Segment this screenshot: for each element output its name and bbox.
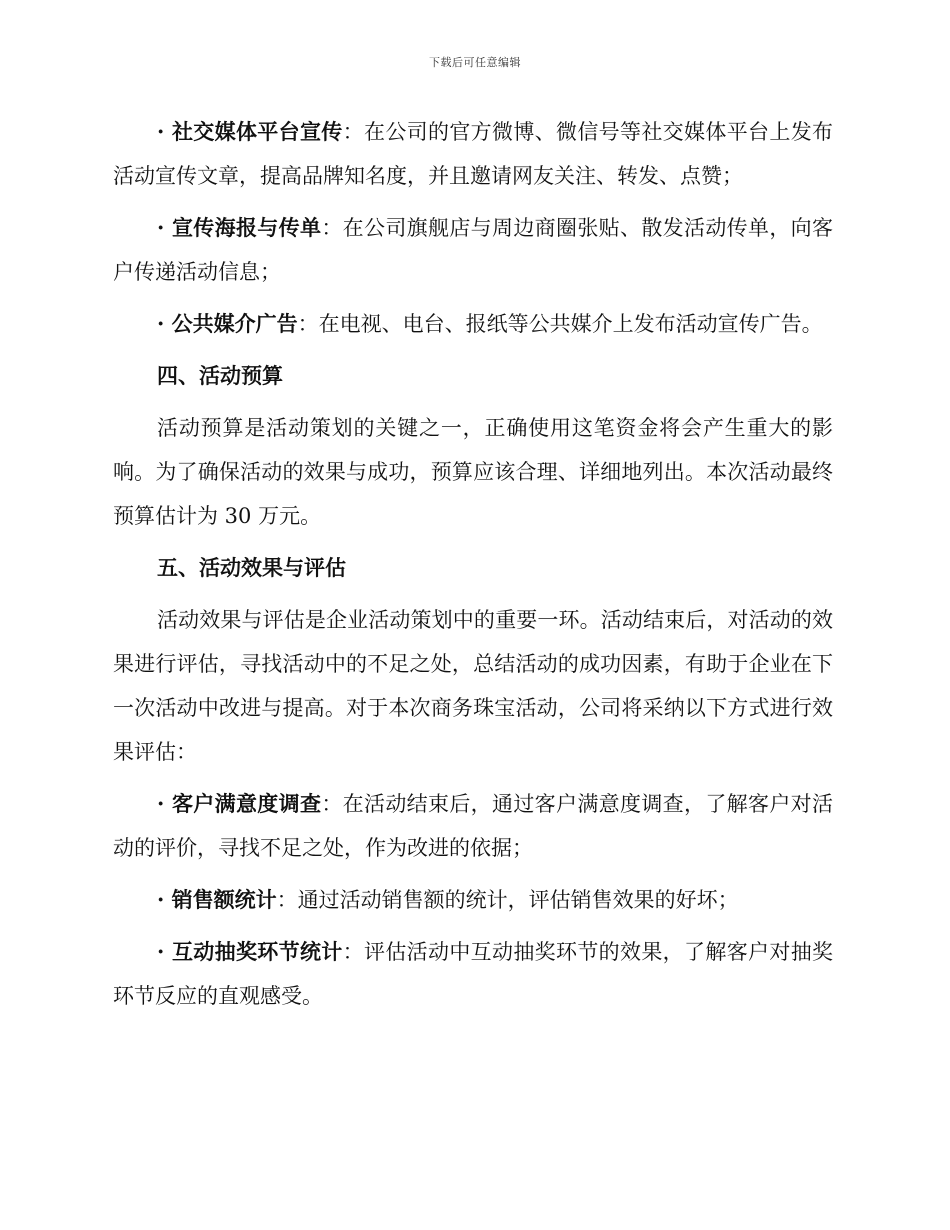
bullet-label: 公共媒介广告: [171, 311, 298, 336]
bullet-dot: ·: [157, 119, 165, 144]
bullet-label: 销售额统计: [171, 887, 277, 912]
bullet-separator: ：: [342, 940, 364, 964]
bullet-dot: ·: [157, 887, 165, 912]
bullet-separator: ：: [321, 792, 343, 816]
bullet-text: 在活动结束后，通过客户满意度调查，了解客户对活动的评价，寻找不足之处，作为改进的依据；: [113, 792, 834, 860]
promotion-item-posters: [113, 206, 833, 294]
bullet-label: 社交媒体平台宣传: [171, 119, 343, 144]
bullet-separator: ：: [297, 312, 319, 336]
bullet-text: 评估活动中互动抽奖环节的效果，了解客户对抽奖环节反应的直观感受。: [113, 940, 834, 1008]
bullet-lead: [157, 887, 277, 912]
bullet-dot: ·: [157, 791, 165, 816]
document-body: [113, 110, 833, 1026]
evaluation-item-satisfaction-survey: [113, 782, 833, 870]
bullet-text: 在公司旗舰店与周边商圈张贴、散发活动传单，向客户传递活动信息；: [113, 216, 834, 284]
bullet-text: 在电视、电台、报纸等公共媒介上发布活动宣传广告。: [318, 312, 823, 336]
bullet-label: 客户满意度调查: [171, 791, 322, 816]
promotion-item-social-media: [113, 110, 833, 198]
bullet-label: 宣传海报与传单: [171, 215, 322, 240]
bullet-lead: [157, 215, 321, 240]
page-header-note: 下载后可任意编辑: [429, 56, 521, 69]
section-heading-evaluation: 五、活动效果与评估: [157, 555, 346, 580]
evaluation-item-sales-stats: [113, 878, 833, 922]
bullet-dot: ·: [157, 215, 165, 240]
bullet-label: 互动抽奖环节统计: [171, 939, 343, 964]
bullet-lead: [157, 311, 298, 336]
promotion-item-public-media: [113, 302, 833, 346]
evaluation-item-lottery-stats: [113, 930, 833, 1018]
bullet-lead: [157, 939, 343, 964]
section-heading-budget: 四、活动预算: [157, 363, 283, 388]
bullet-text: 在公司的官方微博、微信号等社交媒体平台上发布活动宣传文章，提高品牌知名度，并且邀请网友关注、转发、点赞；: [113, 120, 834, 188]
budget-paragraph: 活动预算是活动策划的关键之一，正确使用这笔资金将会产生重大的影响。为了确保活动的效果与成功，预算应该合理、详细地列出。本次活动最终预算估计为 30 万元。: [113, 416, 833, 528]
bullet-lead: [157, 791, 321, 816]
bullet-dot: ·: [157, 939, 165, 964]
bullet-text: 通过活动销售额的统计，评估销售效果的好坏；: [297, 888, 739, 912]
bullet-lead: [157, 119, 343, 144]
bullet-separator: ：: [342, 120, 364, 144]
bullet-separator: ：: [276, 888, 298, 912]
bullet-separator: ：: [321, 216, 343, 240]
evaluation-paragraph: 活动效果与评估是企业活动策划中的重要一环。活动结束后，对活动的效果进行评估，寻找活动中的不足之处，总结活动的成功因素，有助于企业在下一次活动中改进与提高。对于本次商务珠宝活动，公司将采纳以下方式进行效果评估：: [113, 608, 833, 764]
bullet-dot: ·: [157, 311, 165, 336]
